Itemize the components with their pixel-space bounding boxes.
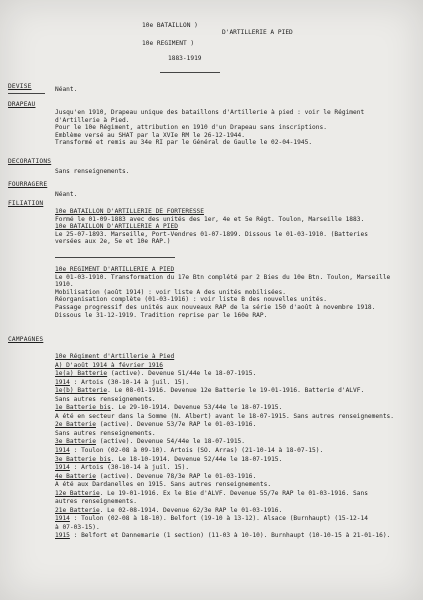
section-label-devise: DEVISE — [8, 83, 32, 90]
campagnes-line: 21e Batterie. Le 02-08-1914. Devenue 62/3e RAP le 01-03-1916. — [55, 506, 283, 514]
section-label-decorations: DECORATIONS — [8, 158, 52, 165]
campagnes-line: à 07-03-15). — [55, 523, 100, 531]
campagnes-line: 4e Batterie (active). Devenue 78/3e RAP le 01-03-1916. — [55, 472, 257, 480]
campagnes-line: A été en secteur dans la Somme (N. Albert) avant le 18-07-1915. Sans autres renseignements. — [55, 412, 394, 420]
campagnes-block — [55, 353, 415, 541]
filiation-line: Le 25-07-1893. Marseille, Port-Vendres 01-07-1899. Dissous le 01-03-1910. (Batteries — [55, 230, 368, 238]
drapeau-line: Transformé et remis au 34e RI par le Général de Gaulle le 02-04-1945. — [55, 139, 313, 147]
campagnes-line: 12e Batterie. Le 19-01-1916. Ex le Bie d'ALVF. Devenue 55/7e RAP le 01-03-1916. Sans — [55, 489, 368, 497]
section-label-filiation: FILIATION — [8, 200, 44, 207]
campagnes-line: 3e Batterie bis. Le 18-10-1914. Devenue 52/44e le 18-07-1915. — [55, 455, 283, 463]
filiation-line: versées aux 2e, 5e et 10e RAP.) — [55, 238, 171, 246]
filiation-title: 10e BATAILLON D'ARTILLERIE DE FORTERESSE — [55, 208, 205, 215]
filiation-line: Mobilisation (août 1914) : voir liste A des unités mobilisées. — [55, 288, 286, 296]
campagnes-line: 2e Batterie (active). Devenue 53/7e RAP le 01-03-1916. — [55, 421, 257, 429]
drapeau-line: Emblème versé au SHAT par la XVIe RM le 26-12-1944. — [55, 131, 245, 139]
campagnes-line: Sans autres renseignements. — [55, 429, 156, 437]
header-dates: 1883-1919 — [168, 55, 202, 62]
header-line1-left: 10e BATAILLON ) — [142, 22, 198, 29]
header-rule — [160, 72, 220, 73]
campagnes-line: 3e Batterie (active). Devenue 54/44e le 18-07-1915. — [55, 438, 245, 446]
campagnes-line: Sans autres renseignements. — [55, 395, 156, 403]
fourragere-text: Néant. — [55, 191, 78, 198]
devise-text: Néant. — [55, 86, 78, 93]
filiation-block — [55, 208, 415, 246]
filiation-line: Passage progressif des unités aux nouveaux RAP de la série 150 d'août à novembre 1918. — [55, 303, 376, 311]
drapeau-line: d'Artillerie à Pied. — [55, 116, 130, 124]
drapeau-block — [55, 109, 415, 147]
campagnes-line: 1e(b) Batterie. Le 08-01-1916. Devenue 12e Batterie le 19-01-1916. Batterie d'ALVF. — [55, 387, 365, 395]
campagnes-period: A) D'août 1914 à février 1916 — [55, 361, 164, 369]
filiation-block-2 — [55, 266, 415, 319]
header-line1-right: D'ARTILLERIE A PIED — [222, 29, 293, 36]
filiation-title: 10e REGIMENT D'ARTILLERIE A PIED — [55, 266, 175, 273]
decorations-text: Sans renseignements. — [55, 168, 130, 175]
filiation-line: 1910. — [55, 281, 74, 289]
campagnes-line: autres renseignements. — [55, 498, 137, 506]
header-line2: 10e REGIMENT ) — [142, 40, 195, 47]
campagnes-title: 10e Régiment d'Artillerie à Pied — [55, 353, 175, 360]
campagnes-line: A été aux Dardanelles en 1915. Sans autres renseignements. — [55, 481, 272, 489]
section-label-campagnes: CAMPAGNES — [8, 336, 44, 343]
campagnes-line: 1e Batterie bis. Le 29-10-1914. Devenue 53/44e le 18-07-1915. — [55, 404, 283, 412]
campagnes-line: 1e(a) Batterie (active). Devenue 51/44e le 18-07-1915. — [55, 370, 257, 378]
drapeau-line: Jusqu'en 1910, Drapeau unique des bataillons d'Artillerie à pied : voir le Régiment — [55, 109, 365, 116]
filiation-line: Dissous le 31-12-1919. Tradition reprise par le 160e RAP. — [55, 311, 268, 319]
filiation-line: Réorganisation complète (01-03-1916) : voir liste B des nouvelles unités. — [55, 296, 327, 304]
campagnes-line: 1914 : Artois (30-10-14 à juil. 15). — [55, 378, 190, 386]
filiation-title: 10e BATAILLON D'ARTILLERIE A PIED — [55, 223, 178, 231]
filiation-line: Le 01-03-1910. Transformation du 17e Btn complété par 2 Bies du 10e Btn. Toulon, Marseille — [55, 273, 391, 281]
campagnes-line: 1914 : Artois (30-10-14 à juil. 15). — [55, 464, 190, 472]
campagnes-line: 1915 : Belfort et Dannemarie (1 section) (11-03 à 10-10). Burnhaupt (10-10-15 à 21-01-16). — [55, 532, 391, 540]
filiation-rule — [55, 257, 175, 258]
devise-rule — [8, 93, 45, 94]
section-label-drapeau: DRAPEAU — [8, 101, 36, 108]
filiation-line: Formé le 01-09-1883 avec des unités des 1er, 4e et 5e Régt. Toulon, Marseille 1883. — [55, 215, 365, 223]
section-label-fourragere: FOURRAGERE — [8, 181, 48, 188]
drapeau-line: Pour le 10e Régiment, attribution en 1910 d'un Drapeau sans inscriptions. — [55, 124, 327, 132]
campagnes-line: 1914 : Toulon (02-08 à 09-10). Artois (SO. Arras) (21-10-14 à 18-07-15). — [55, 447, 324, 455]
campagnes-line: 1914 : Toulon (02-08 à 18-10). Belfort (19-10 à 13-12). Alsace (Burnhaupt) (15-12-14 — [55, 515, 368, 523]
